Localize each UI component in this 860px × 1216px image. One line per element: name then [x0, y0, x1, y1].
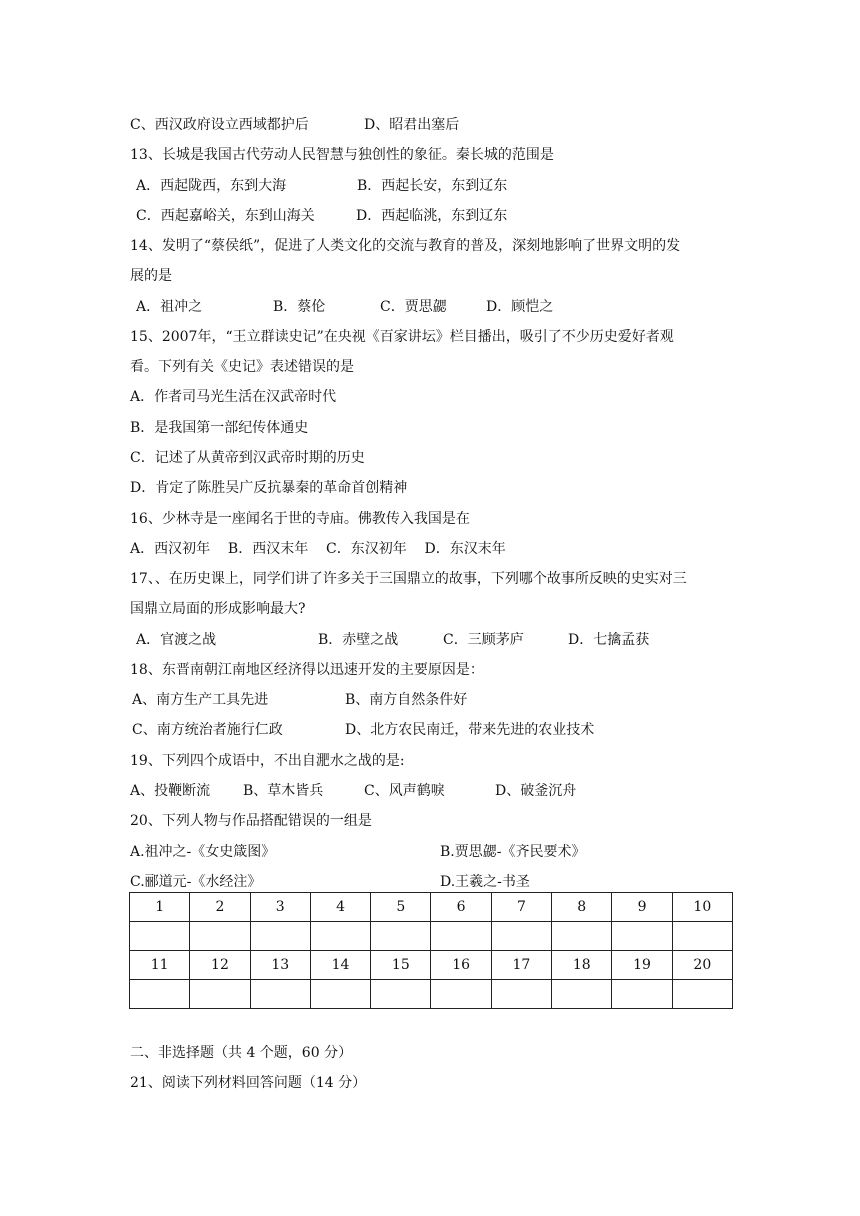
answer-cell[interactable]	[552, 980, 612, 1009]
table-row	[130, 893, 733, 922]
q18-stem: 18、东晋南朝江南地区经济得以迅速开发的主要原因是：	[130, 662, 484, 678]
q15-option-c: C．记述了从黄帝到汉武帝时期的历史	[130, 450, 365, 466]
table-header-cell: 14	[310, 951, 370, 980]
table-header-cell: 10	[672, 893, 732, 922]
answer-cell[interactable]	[491, 980, 551, 1009]
q21-stem: 21、阅读下列材料回答问题（14 分）	[130, 1075, 367, 1091]
answer-table	[129, 892, 733, 1009]
table-header-cell: 3	[250, 893, 310, 922]
answer-cell[interactable]	[250, 980, 310, 1009]
q14-stem-line2: 展的是	[130, 268, 172, 284]
q17-option-b: B．赤壁之战	[318, 632, 399, 648]
q14-option-a: A．祖冲之	[136, 299, 203, 315]
table-row	[130, 980, 733, 1009]
answer-cell[interactable]	[371, 980, 431, 1009]
q12-option-d: D、昭君出塞后	[364, 117, 460, 133]
q18-option-a: A、南方生产工具先进	[132, 692, 269, 708]
q19-option-d: D、破釜沉舟	[495, 783, 577, 799]
answer-cell[interactable]	[190, 922, 250, 951]
answer-cell[interactable]	[190, 980, 250, 1009]
q18-option-d: D、北方农民南迁，带来先进的农业技术	[345, 722, 595, 738]
q14-stem-line1: 14、发明了“蔡侯纸”，促进了人类文化的交流与教育的普及，深刻地影响了世界文明的发	[130, 238, 681, 254]
table-header-cell: 16	[431, 951, 491, 980]
q19-option-a: A、投鞭断流	[130, 783, 211, 799]
q17-stem-line2: 国鼎立局面的形成影响最大?	[130, 601, 306, 617]
q16-options: A．西汉初年 B．西汉末年 C．东汉初年 D．东汉末年	[130, 541, 506, 557]
answer-cell[interactable]	[672, 922, 732, 951]
q19-option-c: C、风声鹤唳	[364, 783, 445, 799]
answer-cell[interactable]	[310, 922, 370, 951]
q13-option-d: D．西起临洮，东到辽东	[356, 208, 508, 224]
table-row	[130, 951, 733, 980]
q13-stem: 13、长城是我国古代劳动人民智慧与独创性的象征。秦长城的范围是	[130, 147, 554, 163]
table-header-cell: 2	[190, 893, 250, 922]
q15-option-d: D．肯定了陈胜吴广反抗暴秦的革命首创精神	[130, 480, 408, 496]
q17-option-d: D．七擒孟获	[568, 632, 650, 648]
answer-cell[interactable]	[431, 980, 491, 1009]
q20-option-d: D.王羲之-书圣	[440, 874, 530, 890]
q15-option-a: A．作者司马光生活在汉武帝时代	[130, 389, 337, 405]
q14-option-d: D．顾恺之	[486, 299, 554, 315]
q20-option-a: A.祖冲之-《女史箴图》	[130, 844, 276, 860]
q12-option-c: C、西汉政府设立西域都护后	[130, 117, 309, 133]
answer-cell[interactable]	[552, 922, 612, 951]
table-header-cell: 9	[612, 893, 672, 922]
q20-option-c: C.郦道元-《水经注》	[130, 874, 262, 890]
table-header-cell: 5	[371, 893, 431, 922]
q13-option-c: C．西起嘉峪关，东到山海关	[136, 208, 315, 224]
answer-cell[interactable]	[130, 980, 190, 1009]
answer-cell[interactable]	[491, 922, 551, 951]
q17-stem-line1: 17、、在历史课上，同学们讲了许多关于三国鼎立的故事，下列哪个故事所反映的史实对三	[130, 571, 687, 587]
table-header-cell: 4	[310, 893, 370, 922]
q16-stem: 16、少林寺是一座闻名于世的寺庙。佛教传入我国是在	[130, 511, 470, 527]
answer-cell[interactable]	[250, 922, 310, 951]
answer-cell[interactable]	[672, 980, 732, 1009]
q18-option-c: C、南方统治者施行仁政	[132, 722, 283, 738]
answer-cell[interactable]	[371, 922, 431, 951]
table-header-cell: 8	[552, 893, 612, 922]
answer-cell[interactable]	[310, 980, 370, 1009]
answer-cell[interactable]	[431, 922, 491, 951]
q14-option-c: C．贾思勰	[380, 299, 447, 315]
table-header-cell: 12	[190, 951, 250, 980]
q15-stem-line1: 15、2007年，“王立群读史记”在央视《百家讲坛》栏目播出，吸引了不少历史爱好者观	[130, 329, 674, 345]
q18-option-b: B、南方自然条件好	[345, 692, 468, 708]
table-header-cell: 18	[552, 951, 612, 980]
table-header-cell: 13	[250, 951, 310, 980]
answer-cell[interactable]	[612, 980, 672, 1009]
table-header-cell: 20	[672, 951, 732, 980]
table-header-cell: 1	[130, 893, 190, 922]
section2-heading: 二、非选择题（共 4 个题，60 分）	[130, 1045, 353, 1061]
table-header-cell: 15	[371, 951, 431, 980]
q15-option-b: B．是我国第一部纪传体通史	[130, 420, 309, 436]
q19-option-b: B、草木皆兵	[243, 783, 324, 799]
answer-cell[interactable]	[130, 922, 190, 951]
answer-cell[interactable]	[612, 922, 672, 951]
table-header-cell: 17	[491, 951, 551, 980]
q13-option-b: B．西起长安，东到辽东	[357, 178, 508, 194]
q17-option-a: A．官渡之战	[136, 632, 217, 648]
table-header-cell: 19	[612, 951, 672, 980]
q17-option-c: C．三顾茅庐	[443, 632, 524, 648]
q14-option-b: B．蔡伦	[273, 299, 326, 315]
q20-option-b: B.贾思勰-《齐民要术》	[440, 844, 586, 860]
table-header-cell: 6	[431, 893, 491, 922]
table-header-cell: 11	[130, 951, 190, 980]
q15-stem-line2: 看。下列有关《史记》表述错误的是	[130, 359, 354, 375]
q19-stem: 19、下列四个成语中，不出自淝水之战的是:	[130, 753, 405, 769]
q20-stem: 20、下列人物与作品搭配错误的一组是	[130, 813, 372, 829]
table-row	[130, 922, 733, 951]
q13-option-a: A．西起陇西，东到大海	[136, 178, 287, 194]
table-header-cell: 7	[491, 893, 551, 922]
